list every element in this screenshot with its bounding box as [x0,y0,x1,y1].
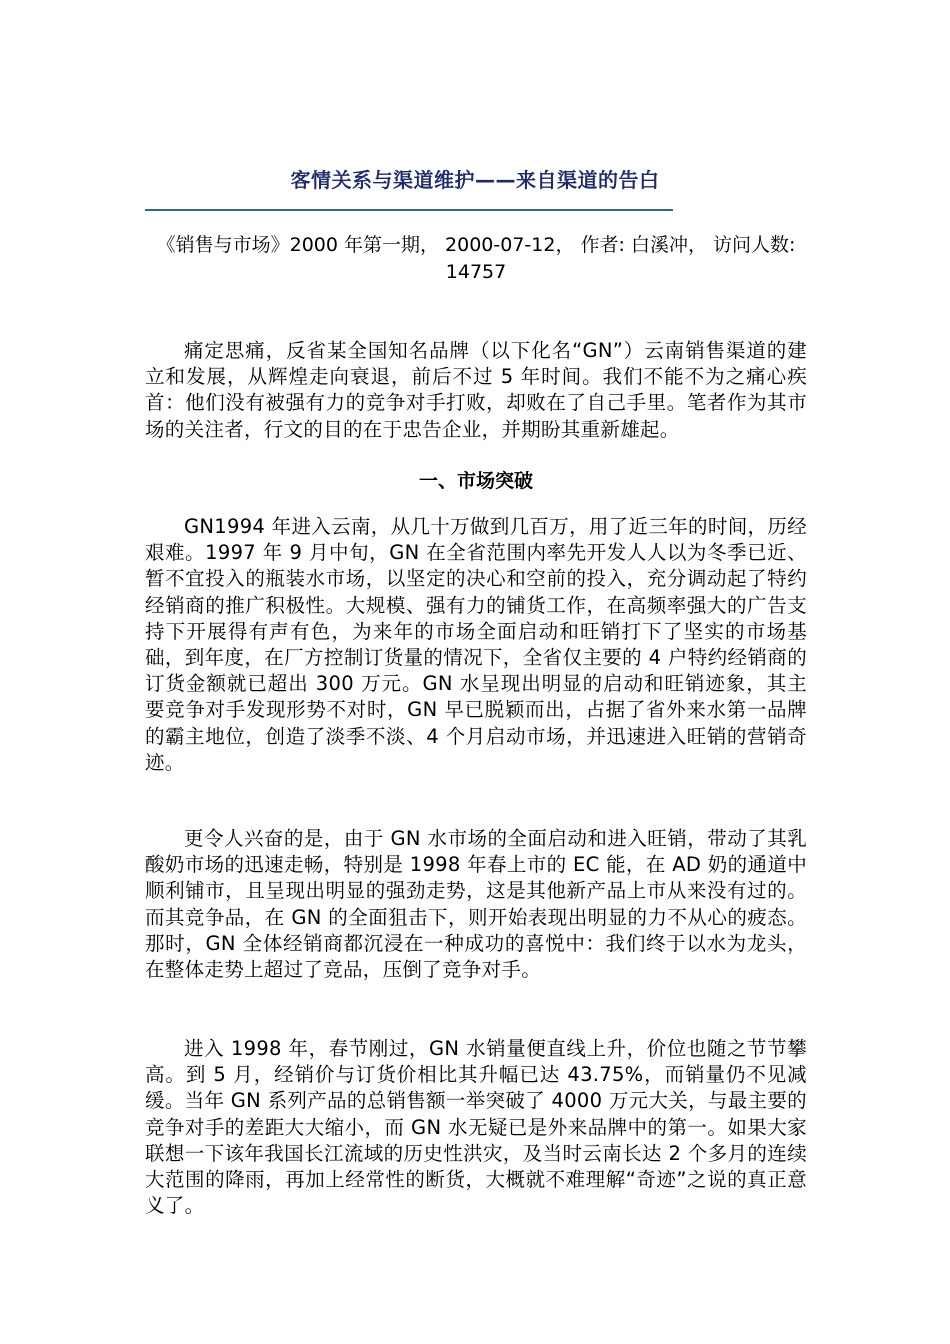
paragraph: 进入 1998 年，春节刚过，GN 水销量便直线上升，价位也随之节节攀高。到 5 月，经销价与订货价相比其升幅已达 43.75%，而销量仍不见减缓。当年 GN 系列产品的总销售额一举突破了 4000 万元大关，与最主要的竞争对手的差距大大缩小，而 GN 水无疑已是外来品牌中的第一。如果大家联想一下该年我国长江流域的历史性洪灾，及当时云南长达 2 个多月的连续大范围的降雨，再加上经常性的断货，大概就不难理解“奇迹”之说的真正意义了。 [145,1037,807,1218]
article-meta: 《销售与市场》2000 年第一期， 2000-07-12， 作者: 白溪冲， 访问人数: 14757 [156,234,796,283]
section-heading: 一、市场突破 [418,470,533,492]
paragraph: GN1994 年进入云南，从几十万做到几百万，用了近三年的时间，历经艰难。1997 年 9 月中旬，GN 在全省范围内率先开发人人以为冬季已近、暂不宜投入的瓶装水市场，以坚定的决心和空前的投入，充分调动起了特约经销商的推广积极性。大规模、强有力的铺货工作，在高频率强大的广告支持下开展得有声有色，为来年的市场全面启动和旺销打下了坚实的市场基础，到年度，在厂方控制订货量的情况下，全省仅主要的 4 户特约经销商的订货金额就已超出 300 万元。GN 水呈现出明显的启动和旺销迹象，其主要竞争对手发现形势不对时，GN 早已脱颖而出，占据了省外来水第一品牌的霸主地位，创造了淡季不淡、4 个月启动市场，并迅速进入旺销的营销奇迹。 [145,515,807,774]
paragraph-intro: 痛定思痛，反省某全国知名品牌（以下化名“GN”）云南销售渠道的建立和发展，从辉煌走向衰退，前后不过 5 年时间。我们不能不为之痛心疾首：他们没有被强有力的竞争对手打败，却败在了自己手里。笔者作为其市场的关注者，行文的目的在于忠告企业，并期盼其重新雄起。 [145,339,807,441]
document-title: 客情关系与渠道维护——来自渠道的告白 [290,168,660,192]
paragraph: 更令人兴奋的是，由于 GN 水市场的全面启动和进入旺销，带动了其乳酸奶市场的迅速走畅，特别是 1998 年春上市的 EC 能，在 AD 奶的通道中顺利铺市，且呈现出明显的强劲走势，这是其他新产品上市从来没有过的。而其竞争品，在 GN 的全面狙击下，则开始表现出明显的力不从心的疲态。那时，GN 全体经销商都沉浸在一种成功的喜悦中：我们终于以水为龙头，在整体走势上超过了竞品，压倒了竞争对手。 [145,827,807,982]
title-divider [145,209,673,211]
